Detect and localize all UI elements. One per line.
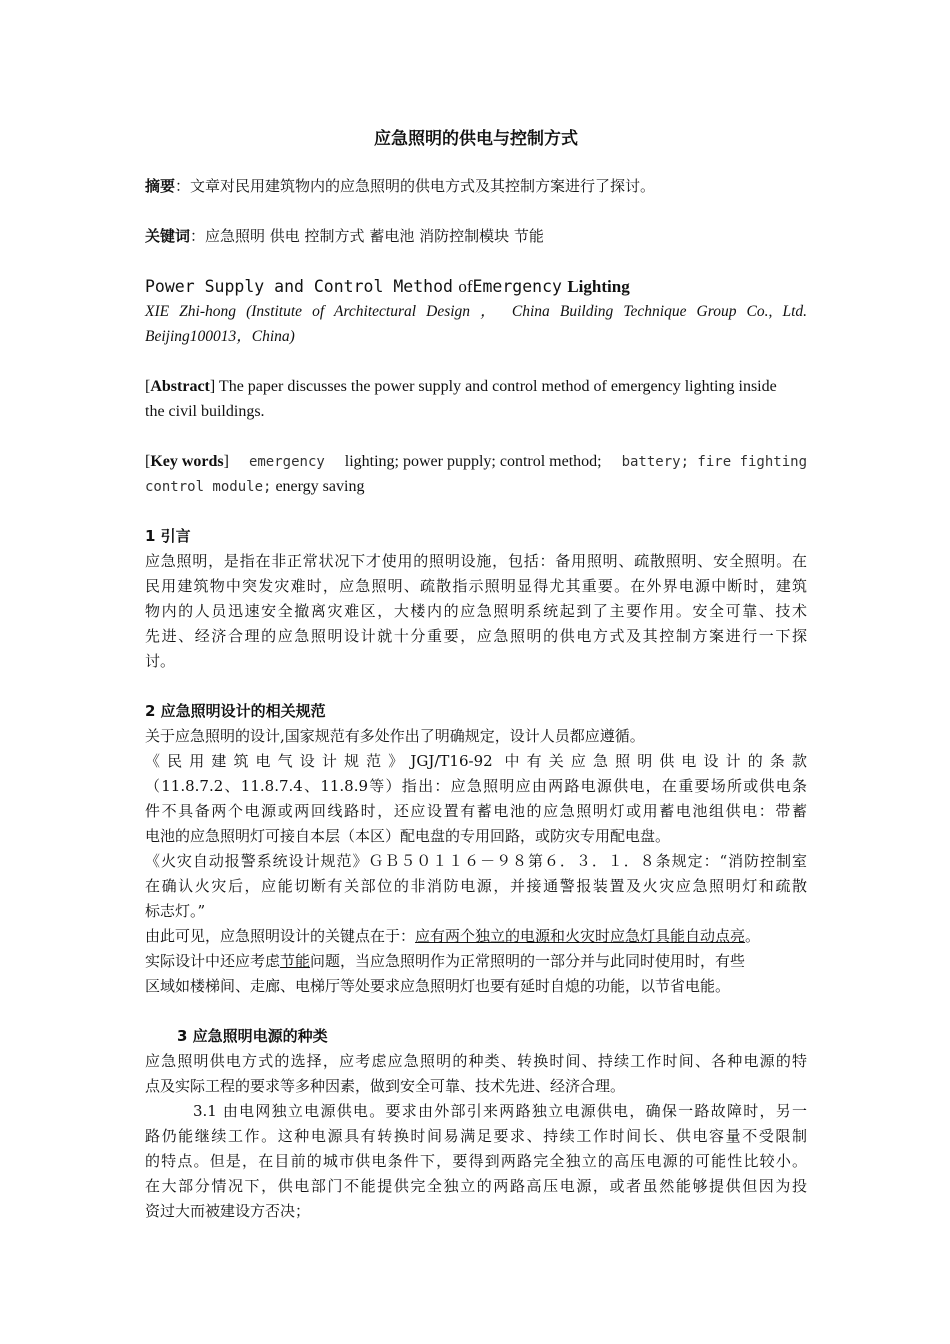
section-2-line: 件不具备两个电源或两回线路时，还应设置有蓄电池的应急照明灯或用蓄电池组供电：带蓄 <box>145 802 807 820</box>
section-2-line: 电池的应急照明灯可接自本层（本区）配电盘的专用回路，或防灾专用配电盘。 <box>145 827 671 845</box>
section-2-line: 区域如楼梯间、走廊、电梯厅等处要求应急照明灯也要有延时自熄的功能，以节省电能。 <box>145 977 731 995</box>
section-3-line: 点及实际工程的要求等多种因素，做到安全可靠、技术先进、经济合理。 <box>145 1077 626 1095</box>
section-3-line: 资过大而被建设方否决； <box>145 1202 311 1220</box>
section-2-line: 标志灯。” <box>145 902 206 920</box>
section-3-line: 3.1 由电网独立电源供电。要求由外部引来两路独立电源供电，确保一路故障时，另一 <box>193 1102 807 1120</box>
energy-lead: 实际设计中还应考虑 <box>145 952 281 970</box>
section-3-line: 的特点。但是，在目前的城市供电条件下，要得到两路完全独立的高压电源的可能性比较小。 <box>145 1152 807 1170</box>
section-3-line: 应急照明供电方式的选择，应考虑应急照明的种类、转换时间、持续工作时间、各种电源的特 <box>145 1052 807 1070</box>
keywords-en-k2: lighting; power pupply; control method; <box>344 453 602 470</box>
keywords-en-k5: energy saving <box>275 478 365 495</box>
keywords-cn-text: ：应急照明 供电 控制方式 蓄电池 消防控制模块 节能 <box>190 227 544 245</box>
english-title-part3: Emergency <box>472 277 562 296</box>
english-title-part4: Lighting <box>567 277 630 296</box>
section-2-line: 《民用建筑电气设计规范》JGJ/T16-92 中有关应急照明供电设计的条款 <box>145 752 807 770</box>
section-1-heading: 1 引言 <box>145 527 191 545</box>
abstract-en-line-1 <box>145 374 807 399</box>
key-point-underlined: 应有两个独立的电源和火灾时应急灯具能自动点亮 <box>415 927 746 945</box>
keywords-cn <box>145 224 807 249</box>
section-2-key-point <box>145 924 807 949</box>
section-2-line: （11.8.7.2、11.8.7.4、11.8.9等）指出：应急照明应由两路电源供电，在重要场所或供电条 <box>145 777 807 795</box>
keywords-cn-label: 关键词 <box>145 227 191 245</box>
section-1-line: 物内的人员迅速安全撤离灾难区，大楼内的应急照明系统起到了主要作用。安全可靠、技术 <box>145 602 807 620</box>
section-1-line: 应急照明，是指在非正常状况下才使用的照明设施，包括：备用照明、疏散照明、安全照明。在 <box>145 552 807 570</box>
section-3-heading: 3 应急照明电源的种类 <box>177 1027 328 1045</box>
section-1-line: 先进、经济合理的应急照明设计就十分重要，应急照明的供电方式及其控制方案进行一下探 <box>145 627 807 645</box>
keywords-en-open: [ <box>145 453 151 470</box>
section-2-heading: 2 应急照明设计的相关规范 <box>145 702 326 720</box>
energy-rest: 问题，当应急照明作为正常照明的一部分并与此同时使用时，有些 <box>310 952 746 970</box>
abstract-en-text-1: ] The paper discusses the power supply and control method of emergency lighting inside <box>209 378 777 395</box>
abstract-cn <box>145 174 807 199</box>
key-point-lead: 由此可见，应急照明设计的关键点在于： <box>145 927 416 945</box>
english-title-part1: Power Supply and Control Method <box>145 277 453 296</box>
key-point-end: 。 <box>745 927 761 945</box>
keywords-en-k3: battery; fire fighting <box>621 454 807 470</box>
section-2-energy-line <box>145 949 807 974</box>
energy-underlined: 节能 <box>280 952 311 970</box>
keywords-en-label: Key words <box>150 453 224 470</box>
english-title <box>145 274 807 300</box>
abstract-en-line-2: the civil buildings. <box>145 403 265 420</box>
section-2-line: 关于应急照明的设计,国家规范有多处作出了明确规定，设计人员都应遵循。 <box>145 727 645 745</box>
section-1-line: 讨。 <box>145 652 176 670</box>
section-3-line: 路仍能继续工作。这种电源具有转换时间易满足要求、持续工作时间长、供电容量不受限制 <box>145 1127 807 1145</box>
keywords-en-k1: emergency <box>248 454 325 470</box>
section-3-line: 在大部分情况下，供电部门不能提供完全独立的两路高压电源，或者虽然能够提供但因为投 <box>145 1177 807 1195</box>
abstract-en-label: Abstract <box>150 378 210 395</box>
keywords-en-line-1 <box>145 449 807 475</box>
section-2-line: 《火灾自动报警系统设计规范》ＧＢ５０１１６－９８第６．３．１．８条规定：“消防控制室 <box>145 852 807 870</box>
keywords-en-close: ] <box>223 453 229 470</box>
author-line-1: XIE Zhi-hong (Institute of Architectural Design ， China Building Technique Group Co., Ltd. <box>145 303 807 320</box>
page-title: 应急照明的供电与控制方式 <box>374 129 578 149</box>
section-1-line: 民用建筑物中突发灾难时，应急照明、疏散指示照明显得尤其重要。在外界电源中断时，建筑 <box>145 577 807 595</box>
english-title-part2: of <box>458 277 473 296</box>
abstract-cn-text: ：文章对民用建筑物内的应急照明的供电方式及其控制方案进行了探讨。 <box>175 177 656 195</box>
abstract-cn-label: 摘要 <box>145 177 176 195</box>
abstract-en-bracket-open: [ <box>145 378 151 395</box>
author-line-2: Beijing100013，China) <box>145 328 295 345</box>
keywords-en-k4: control module; <box>145 479 272 495</box>
section-2-line: 在确认火灾后，应能切断有关部位的非消防电源，并接通警报装置及火灾应急照明灯和疏散 <box>145 877 807 895</box>
keywords-en-line-2 <box>145 474 807 500</box>
